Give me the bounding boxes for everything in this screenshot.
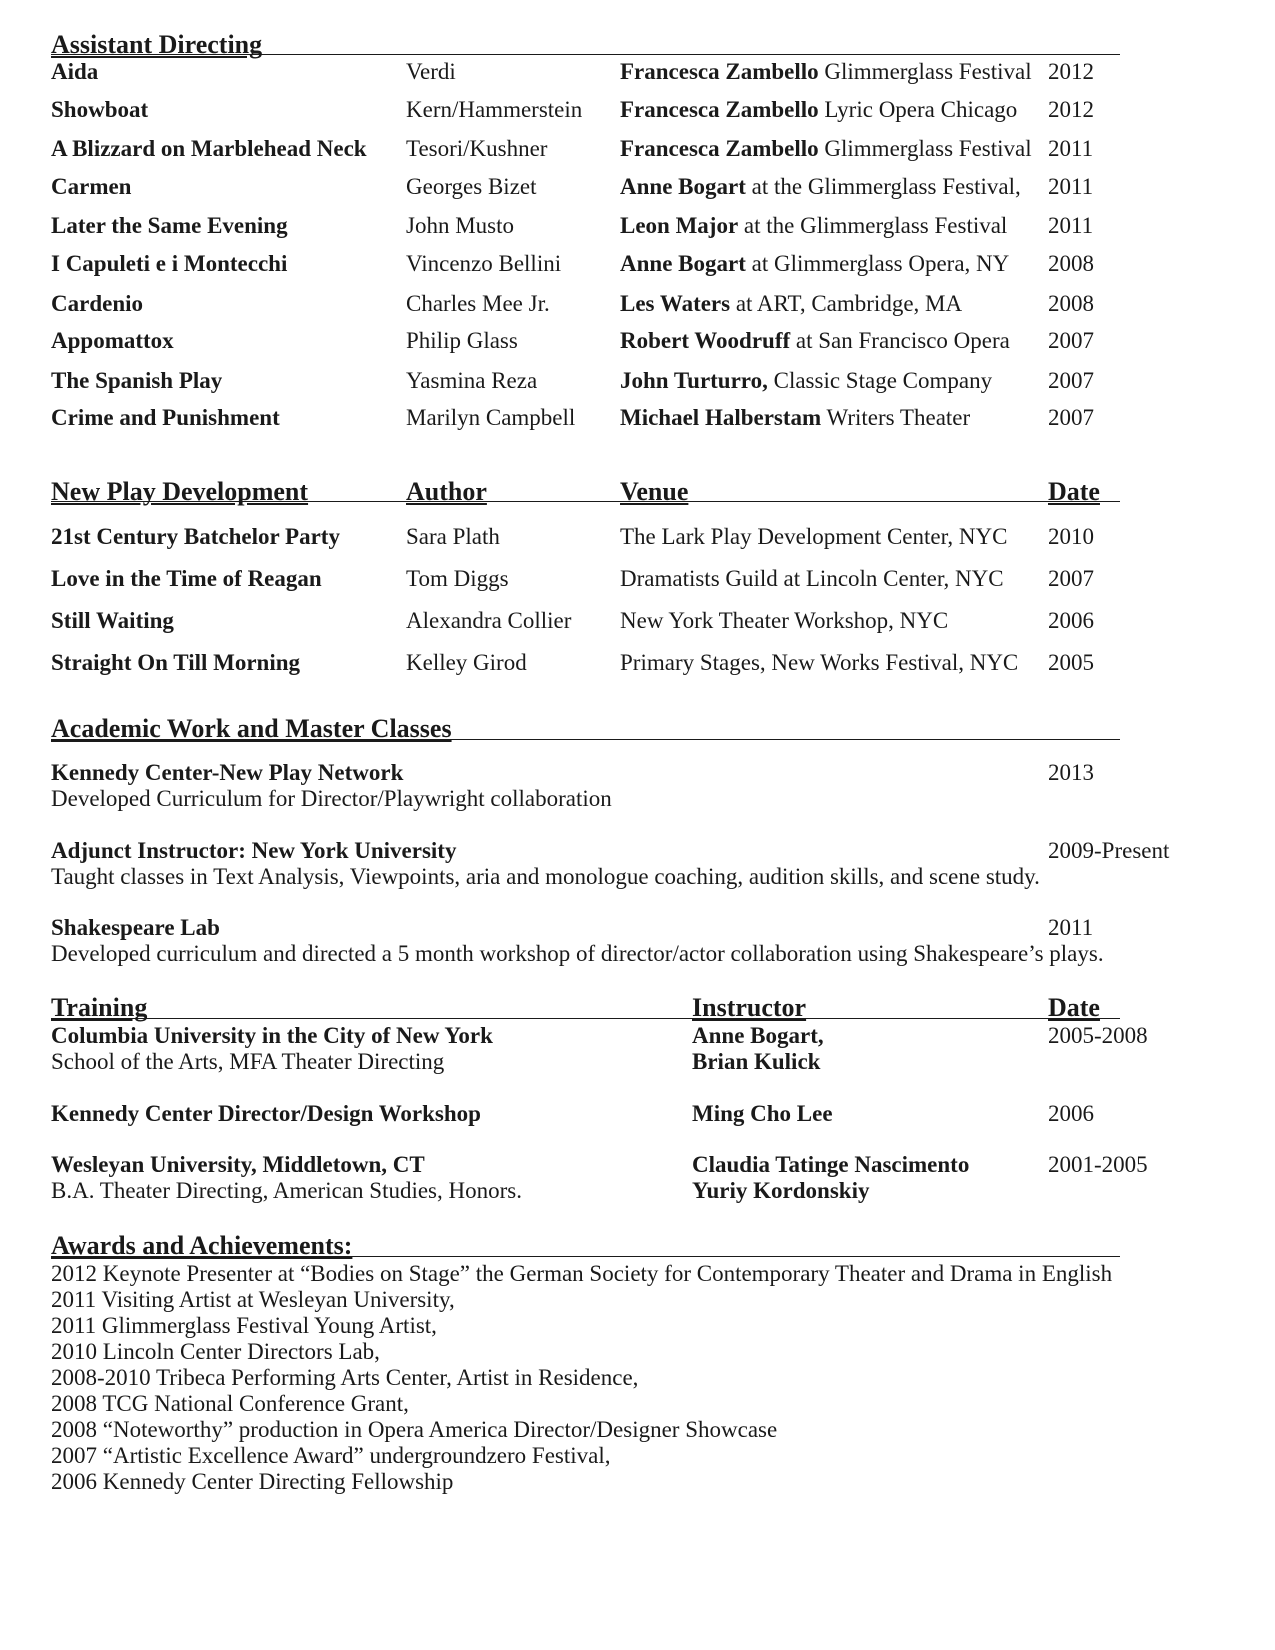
venue: Glimmerglass Festival	[818, 136, 1032, 161]
production-title: Showboat	[51, 97, 149, 122]
venue: at ART, Cambridge, MA	[730, 291, 963, 316]
production-title: Crime and Punishment	[51, 405, 280, 430]
director-venue	[620, 367, 992, 395]
training-detail: School of the Arts, MFA Theater Directing	[51, 1049, 445, 1074]
year: 2007	[1048, 328, 1094, 353]
award-line: 2011 Visiting Artist at Wesleyan University,	[51, 1287, 455, 1312]
director-venue	[620, 96, 1017, 124]
training-school: Wesleyan University, Middletown, CT	[51, 1152, 425, 1177]
academic-title: Kennedy Center-New Play Network	[51, 760, 404, 785]
training-instructor: Brian Kulick	[692, 1049, 821, 1074]
year: 2011	[1048, 136, 1094, 161]
section-heading-academic-work: Academic Work and Master Classes	[51, 714, 452, 743]
play-title: Still Waiting	[51, 608, 174, 633]
author: Sara Plath	[406, 524, 500, 549]
section-heading-awards: Awards and Achievements:	[51, 1231, 353, 1260]
training-detail: B.A. Theater Directing, American Studies, Honors.	[51, 1178, 522, 1203]
production-title: The Spanish Play	[51, 368, 223, 393]
training-year: 2005-2008	[1048, 1023, 1148, 1048]
year: 2010	[1048, 524, 1094, 549]
academic-year: 2009-Present	[1048, 838, 1170, 863]
award-line: 2012 Keynote Presenter at “Bodies on Stage” the German Society for Contemporary Theater and Drama in English	[51, 1261, 1113, 1286]
author: Alexandra Collier	[406, 608, 572, 633]
year: 2011	[1048, 213, 1094, 238]
section-rule	[51, 739, 1120, 740]
section-rule	[51, 501, 1120, 502]
director-venue	[620, 250, 1009, 278]
venue: at San Francisco Opera	[790, 328, 1010, 353]
academic-year: 2013	[1048, 760, 1094, 785]
year: 2005	[1048, 650, 1094, 675]
training-instructor: Yuriy Kordonskiy	[692, 1178, 870, 1203]
venue: Dramatists Guild at Lincoln Center, NYC	[620, 566, 1004, 591]
academic-description: Developed curriculum and directed a 5 month workshop of director/actor collaboration using Shakespeare’s plays.	[51, 941, 1104, 966]
award-line: 2011 Glimmerglass Festival Young Artist,	[51, 1313, 437, 1338]
director: Leon Major	[620, 213, 739, 238]
venue: Writers Theater	[821, 405, 971, 430]
production-title: Carmen	[51, 174, 132, 199]
production-title: Later the Same Evening	[51, 213, 288, 238]
venue: at the Glimmerglass Festival	[738, 213, 1008, 238]
composer: Tesori/Kushner	[406, 136, 548, 161]
play-title: Love in the Time of Reagan	[51, 566, 322, 591]
director-venue	[620, 58, 1032, 86]
section-heading-new-play-development: New Play Development	[51, 477, 309, 506]
year: 2011	[1048, 174, 1094, 199]
year: 2008	[1048, 251, 1094, 276]
production-title: A Blizzard on Marblehead Neck	[51, 136, 367, 161]
director: Michael Halberstam	[620, 405, 822, 430]
director: Anne Bogart	[620, 174, 746, 199]
section-heading-training: Training	[51, 993, 148, 1022]
venue: Primary Stages, New Works Festival, NYC	[620, 650, 1019, 675]
training-year: 2006	[1048, 1101, 1094, 1126]
academic-description: Developed Curriculum for Director/Playwright collaboration	[51, 786, 612, 811]
academic-year: 2011	[1048, 915, 1094, 940]
section-heading-assistant-directing: Assistant Directing	[51, 30, 263, 59]
composer: Vincenzo Bellini	[406, 251, 562, 276]
section-rule	[51, 54, 1120, 55]
director-venue	[620, 173, 1021, 201]
director: Francesca Zambello	[620, 97, 819, 122]
year: 2012	[1048, 97, 1094, 122]
director: Robert Woodruff	[620, 328, 791, 353]
composer: Yasmina Reza	[406, 368, 538, 393]
section-rule	[51, 1018, 1120, 1019]
composer: Kern/Hammerstein	[406, 97, 583, 122]
director: Les Waters	[620, 291, 731, 316]
venue: New York Theater Workshop, NYC	[620, 608, 949, 633]
director-venue	[620, 327, 1010, 355]
training-year: 2001-2005	[1048, 1152, 1148, 1177]
composer: Verdi	[406, 59, 456, 84]
award-line: 2006 Kennedy Center Directing Fellowship	[51, 1469, 454, 1494]
venue: Glimmerglass Festival	[818, 59, 1032, 84]
year: 2007	[1048, 405, 1094, 430]
director: John Turturro,	[620, 368, 768, 393]
award-line: 2007 “Artistic Excellence Award” undergroundzero Festival,	[51, 1443, 611, 1468]
production-title: Appomattox	[51, 328, 174, 353]
year: 2007	[1048, 566, 1094, 591]
play-title: 21st Century Batchelor Party	[51, 524, 340, 549]
director-venue	[620, 135, 1032, 163]
venue: at the Glimmerglass Festival,	[745, 174, 1021, 199]
production-title: I Capuleti e i Montecchi	[51, 251, 288, 276]
composer: John Musto	[406, 213, 514, 238]
author: Kelley Girod	[406, 650, 527, 675]
award-line: 2008 “Noteworthy” production in Opera America Director/Designer Showcase	[51, 1417, 778, 1442]
column-heading-instructor: Instructor	[692, 993, 807, 1022]
composer: Marilyn Campbell	[406, 405, 576, 430]
director-venue	[620, 290, 962, 318]
year: 2012	[1048, 59, 1094, 84]
author: Tom Diggs	[406, 566, 509, 591]
academic-description: Taught classes in Text Analysis, Viewpoints, aria and monologue coaching, audition skills, and scene study.	[51, 864, 1040, 889]
training-school: Kennedy Center Director/Design Workshop	[51, 1101, 481, 1126]
production-title: Aida	[51, 59, 99, 84]
director: Francesca Zambello	[620, 136, 819, 161]
production-title: Cardenio	[51, 291, 143, 316]
column-heading-date: Date	[1048, 477, 1100, 506]
academic-title: Adjunct Instructor: New York University	[51, 838, 457, 863]
section-rule	[51, 1256, 1120, 1257]
year: 2006	[1048, 608, 1094, 633]
venue: The Lark Play Development Center, NYC	[620, 524, 1008, 549]
academic-title: Shakespeare Lab	[51, 915, 220, 940]
training-instructor: Anne Bogart,	[692, 1023, 824, 1048]
award-line: 2008 TCG National Conference Grant,	[51, 1391, 409, 1416]
training-instructor: Claudia Tatinge Nascimento	[692, 1152, 970, 1177]
column-heading-author: Author	[406, 477, 487, 506]
venue: at Glimmerglass Opera, NY	[745, 251, 1010, 276]
award-line: 2008-2010 Tribeca Performing Arts Center, Artist in Residence,	[51, 1365, 639, 1390]
venue: Classic Stage Company	[767, 368, 993, 393]
year: 2007	[1048, 368, 1094, 393]
venue: Lyric Opera Chicago	[818, 97, 1018, 122]
column-heading-venue: Venue	[620, 477, 689, 506]
composer: Georges Bizet	[406, 174, 537, 199]
year: 2008	[1048, 291, 1094, 316]
director: Francesca Zambello	[620, 59, 819, 84]
composer: Philip Glass	[406, 328, 518, 353]
director: Anne Bogart	[620, 251, 746, 276]
training-instructor: Ming Cho Lee	[692, 1101, 833, 1126]
training-school: Columbia University in the City of New York	[51, 1023, 493, 1048]
play-title: Straight On Till Morning	[51, 650, 301, 675]
composer: Charles Mee Jr.	[406, 291, 550, 316]
director-venue	[620, 404, 970, 432]
column-heading-date: Date	[1048, 993, 1100, 1022]
director-venue	[620, 212, 1007, 240]
award-line: 2010 Lincoln Center Directors Lab,	[51, 1339, 380, 1364]
